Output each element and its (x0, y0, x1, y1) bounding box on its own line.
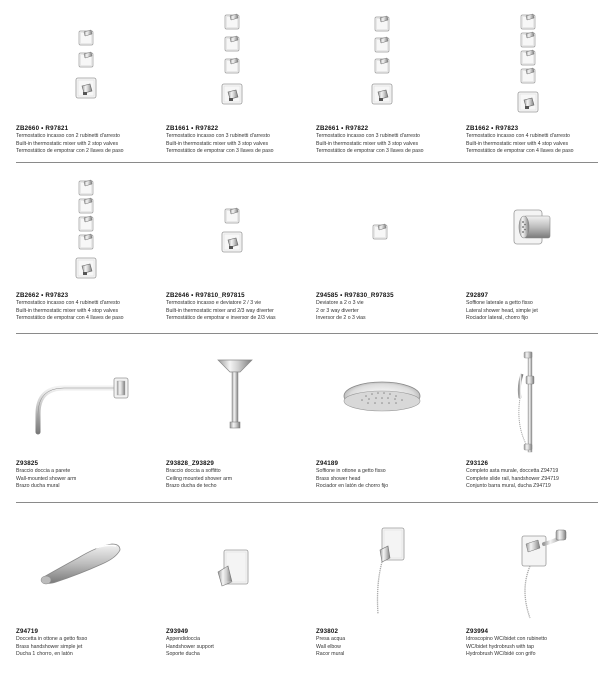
stop-valve-icon (521, 32, 535, 47)
handshower-support-icon (166, 514, 314, 624)
ceiling-shower-arm-icon (166, 346, 314, 456)
thermostatic-mixer-icon (222, 84, 242, 104)
thermostatic-mixer-icon (76, 78, 96, 98)
description-it: Termostatico incasso con 3 rubinetti d'arresto (166, 133, 270, 139)
description-it: Termostatico incasso con 2 rubinetti d'arresto (16, 133, 120, 139)
description-it: Idroscopino WC/bidet con rubinetto (466, 636, 548, 642)
thermostatic-mixer-icon (518, 92, 538, 112)
stop-valve-icon (225, 58, 239, 73)
product-code: ZB1661 • R97822 (166, 125, 219, 132)
description-it: Termostatico incasso con 4 rubinetti d'arresto (16, 300, 120, 306)
stop-valve-icon (521, 50, 535, 65)
description-en: Built-in thermostatic mixer with 3 stop valves (316, 140, 419, 147)
product-code: ZB2660 • R97821 (16, 125, 69, 132)
wall-shower-arm-icon (16, 346, 164, 456)
row-divider (16, 162, 598, 163)
description-en: Brass handshower simple jet (16, 643, 83, 650)
description-en: Wall elbow (316, 643, 341, 650)
stop-valve-icon (521, 14, 535, 29)
product-code: Z93802 (316, 628, 339, 635)
stop-valve-icon (225, 14, 239, 29)
product-image (166, 176, 314, 286)
description-en: Built-in thermostatic mixer with 4 stop valves (16, 307, 119, 314)
stop-valve-icon (375, 37, 389, 52)
description-it: Termostatico incasso con 4 rubinetti d'arresto (466, 133, 570, 139)
shower-head-icon (316, 346, 464, 456)
product-image (466, 8, 607, 118)
product-code: Z94585 • R97830_R97835 (316, 292, 394, 299)
row-divider (16, 333, 598, 334)
stop-valve-icon (79, 234, 93, 249)
description-es: Termostático de empotrar con 4 llaves de paso (16, 315, 124, 322)
product-code: Z93949 (166, 628, 189, 635)
description-es: Termostático de empotrar e inversor de 2/3 vias (166, 315, 276, 322)
stop-valve-icon (79, 52, 93, 67)
stop-valve-icon (79, 30, 93, 45)
description-it: Appendidoccia (166, 636, 201, 642)
description-en: Complete slide rail, handshower Z94719 (466, 475, 559, 482)
description-en: Built-in thermostatic mixer with 2 stop valves (16, 140, 119, 147)
description-en: Built-in thermostatic mixer and 2/3 way diverter (166, 307, 274, 314)
description-it: Completo asta murale, doccetta Z94719 (466, 468, 559, 474)
description-en: Built-in thermostatic mixer with 4 stop valves (466, 140, 569, 147)
description-en: Built-in thermostatic mixer with 3 stop valves (166, 140, 269, 147)
description-es: Termostático de empotrar con 3 llaves de paso (316, 148, 424, 155)
hydrobrush-icon (466, 514, 607, 624)
description-it: Soffione laterale a getto fisso (466, 300, 533, 306)
product-code: Z93825 (16, 460, 39, 467)
description-es: Soporte ducha (166, 651, 200, 658)
product-code: Z94189 (316, 460, 339, 467)
description-it: Termostatico incasso e deviatore 2 / 3 vie (166, 300, 262, 306)
stop-valve-icon (521, 68, 535, 83)
description-it: Deviatore a 2 o 3 vie (316, 300, 364, 306)
description-es: Inversor de 2 o 3 vias (316, 315, 366, 322)
stop-valve-icon (79, 216, 93, 231)
slide-rail-icon (466, 346, 607, 456)
handshower-icon (16, 514, 164, 624)
description-es: Conjunto barra mural, ducha Z94719 (466, 483, 551, 490)
description-es: Racor mural (316, 651, 345, 658)
stop-valve-icon (375, 16, 389, 31)
lateral-shower-head-icon (466, 176, 607, 286)
stop-valve-icon (225, 36, 239, 51)
description-it: Doccetta in ottone a getto fisso (16, 636, 88, 642)
stop-valve-icon (79, 180, 93, 195)
description-es: Ducha 1 chorro, en latón (16, 651, 73, 658)
product-code: Z93994 (466, 628, 489, 635)
description-it: Presa acqua (316, 636, 346, 642)
description-it: Soffione in ottone a getto fisso (316, 468, 386, 474)
description-es: Hydrobrush WC/bidé con grifo (466, 651, 536, 658)
description-es: Rociador lateral, chorro fijo (466, 315, 528, 322)
product-image (466, 514, 607, 624)
description-en: 2 or 3 way diverter (316, 307, 359, 314)
product-image (16, 176, 164, 286)
product-code: ZB2661 • R97822 (316, 125, 369, 132)
product-image (316, 176, 464, 286)
thermostatic-mixer-icon (372, 84, 392, 104)
product-image (316, 8, 464, 118)
product-image (166, 514, 314, 624)
product-code: ZB1662 • R97823 (466, 125, 519, 132)
description-en: Handshower support (166, 643, 214, 650)
product-image (16, 8, 164, 118)
product-code: Z93828_Z93829 (166, 460, 215, 467)
product-code: Z93126 (466, 460, 489, 467)
description-en: Wall-mounted shower arm (16, 475, 77, 482)
description-it: Termostatico incasso con 3 rubinetti d'arresto (316, 133, 420, 139)
product-code: ZB2646 • R97810_R97815 (166, 292, 245, 299)
product-image (166, 8, 314, 118)
description-es: Brazo ducha mural (16, 483, 60, 490)
description-es: Termostático de empotrar con 3 llaves de paso (166, 148, 274, 155)
description-en: Lateral shower head, simple jet (466, 307, 538, 314)
product-image (316, 514, 464, 624)
product-code: Z94719 (16, 628, 39, 635)
description-en: Ceiling mounted shower arm (166, 475, 233, 482)
description-es: Rociador en latón de chorro fijo (316, 483, 389, 490)
product-image (466, 176, 607, 286)
wall-elbow-icon (316, 514, 464, 624)
product-image (166, 346, 314, 456)
product-code: Z92897 (466, 292, 489, 299)
description-en: WC/bidet hydrobrush with tap (466, 643, 535, 650)
description-it: Braccio doccia a parete (16, 468, 71, 474)
diverter-valve-icon (225, 208, 239, 223)
description-it: Braccio doccia a soffitto (166, 468, 221, 474)
product-image (16, 346, 164, 456)
product-image (466, 346, 607, 456)
product-code: ZB2662 • R97823 (16, 292, 69, 299)
stop-valve-icon (375, 58, 389, 73)
diverter-icon (373, 224, 387, 239)
product-image (316, 346, 464, 456)
description-es: Termostático de empotrar con 2 llaves de paso (16, 148, 124, 155)
stop-valve-icon (79, 198, 93, 213)
product-image (16, 514, 164, 624)
thermostatic-mixer-icon (222, 232, 242, 252)
description-en: Brass shower head (316, 475, 361, 482)
description-es: Brazo ducha de techo (166, 483, 217, 490)
row-divider (16, 502, 598, 503)
description-es: Termostático de empotrar con 4 llaves de paso (466, 148, 574, 155)
thermostatic-mixer-icon (76, 258, 96, 278)
